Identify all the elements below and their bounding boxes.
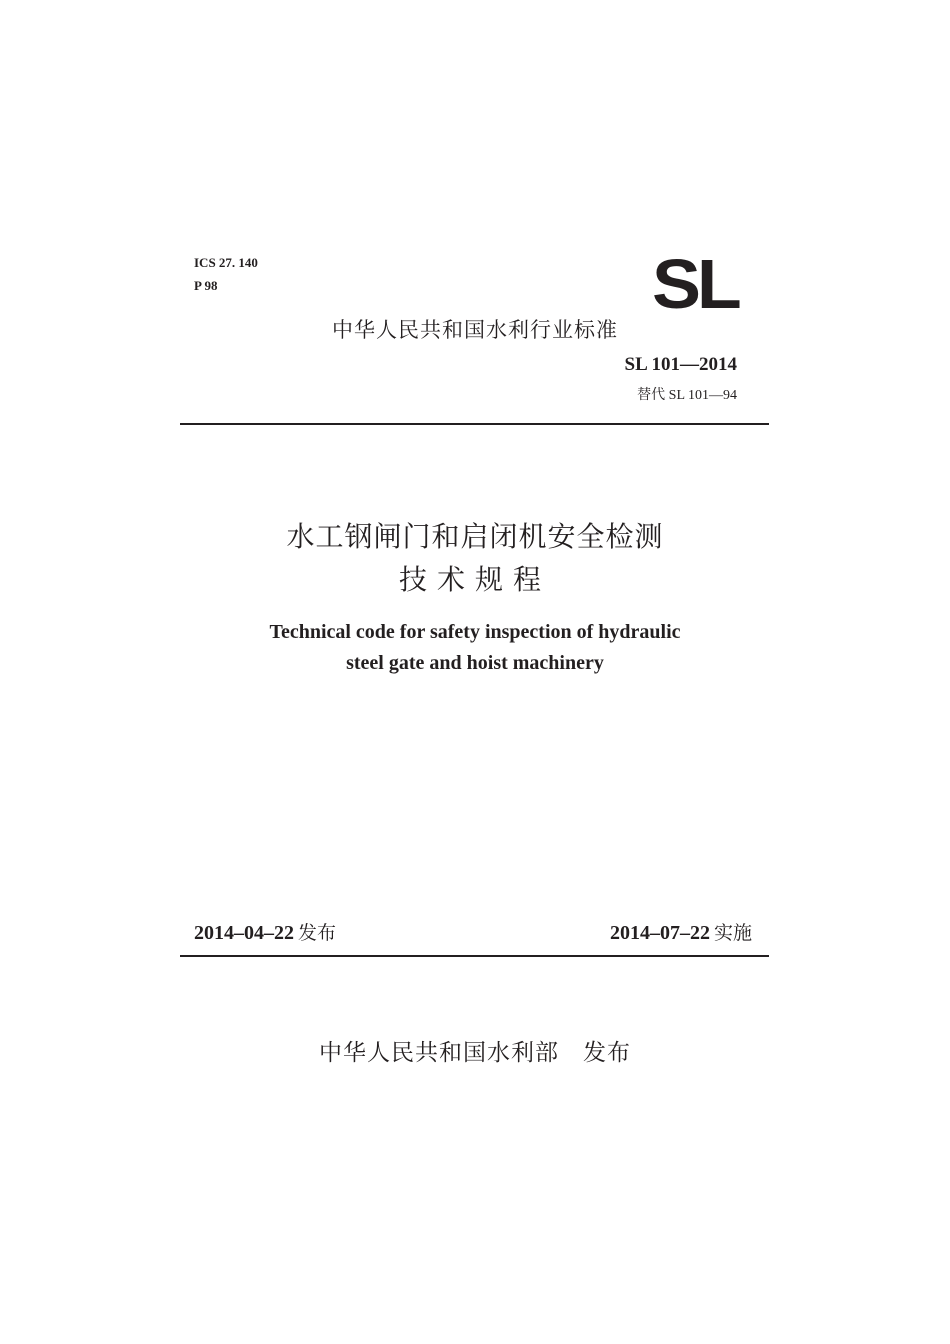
title-chinese-line1: 水工钢闸门和启闭机安全检测: [286, 520, 664, 553]
bottom-divider: [180, 955, 769, 957]
issue-date-row: [194, 918, 336, 945]
p-code: P 98: [194, 278, 218, 293]
implementation-date-row: [610, 918, 752, 945]
title-english-line2: steel gate and hoist machinery: [346, 652, 604, 674]
issue-label: 发布: [298, 922, 337, 944]
replaces-standard: 替代 SL 101—94: [637, 388, 737, 403]
top-divider: [180, 423, 769, 425]
publisher: 中华人民共和国水利部 发布: [319, 1040, 631, 1066]
implementation-label: 实施: [713, 922, 752, 944]
title-chinese-line2: 技术规程: [398, 563, 551, 596]
issue-date: 2014–04–22: [194, 922, 294, 944]
ics-code: ICS 27. 140: [194, 255, 258, 270]
standard-number: SL 101—2014: [624, 354, 737, 375]
industry-standard-label: 中华人民共和国水利行业标准: [332, 318, 618, 342]
implementation-date: 2014–07–22: [609, 922, 710, 944]
title-english-line1: Technical code for safety inspection of hydraulic: [269, 621, 681, 643]
sl-logo: SL: [652, 245, 738, 323]
